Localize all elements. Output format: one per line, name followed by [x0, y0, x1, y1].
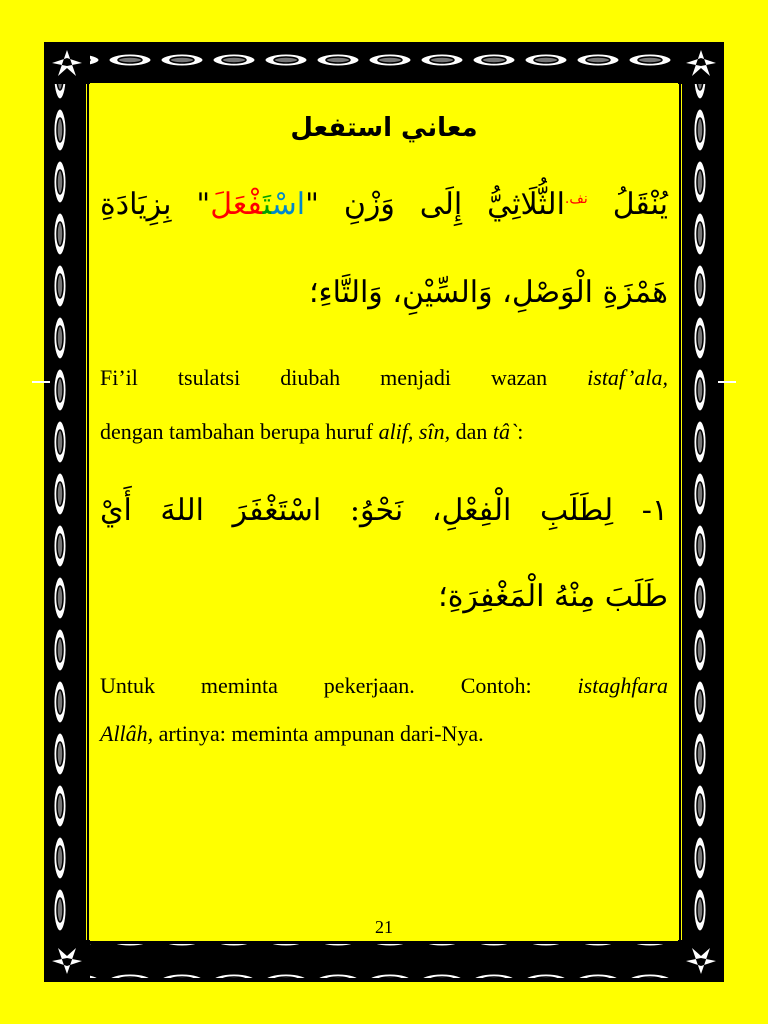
latin-intro-letters: alif, sîn,	[378, 419, 451, 444]
margin-tick-right	[718, 381, 736, 383]
wazan-part-fal: فْعَلَ	[210, 187, 263, 222]
latin-point-meaning: artinya: meminta ampunan dari-Nya.	[158, 721, 484, 746]
arabic-word-yunqalu: يُنْقَلُ	[612, 187, 668, 222]
latin-intro-line-2	[100, 419, 668, 445]
arabic-intro-end: " بِزِيَادَةِ	[100, 187, 211, 222]
arabic-point-1-line-2: طَلَبَ مِنْهُ الْمَغْفِرَةِ؛	[438, 579, 668, 614]
corner-ornament-top-right	[678, 42, 724, 84]
arabic-intro-line-2: هَمْزَةِ الْوَصْلِ، وَالسِّيْنِ، وَالتَّاءِ؛	[309, 275, 668, 310]
latin-point-1-line-2	[100, 721, 668, 747]
corner-ornament-top-left	[44, 42, 90, 84]
arabic-intro-mid: الثُّلَاثِيُّ إِلَى وَزْنِ "	[305, 187, 565, 222]
arabic-point-1-line-1: ١- لِطَلَبِ الْفِعْلِ، نَحْوُ: اسْتَغْفَرَ اللهَ أَيْ	[100, 493, 668, 528]
latin-intro-and: dan	[455, 419, 488, 444]
latin-point-example: istaghfara	[577, 673, 669, 698]
wazan-part-alif-sin: اسْ	[271, 187, 306, 222]
wazan-part-ta: تَ	[262, 187, 272, 222]
latin-intro-colon: :	[517, 419, 524, 444]
latin-point-1-line-1	[100, 673, 668, 699]
page-title: معاني استفعل	[290, 113, 478, 143]
latin-intro-text: Fi’il tsulatsi diubah menjadi wazan	[100, 365, 548, 390]
latin-intro-ta: tâ`	[492, 419, 518, 444]
page-number: 21	[375, 917, 393, 937]
latin-intro-text-2: dengan tambahan berupa huruf	[100, 419, 374, 444]
corner-ornament-bottom-left	[44, 940, 90, 982]
reference-mark: نف.	[564, 191, 588, 207]
latin-intro-line-1	[100, 365, 668, 391]
margin-tick-left	[32, 381, 50, 383]
page-content	[100, 95, 668, 955]
latin-intro-wazan: istaf’ala,	[587, 365, 668, 390]
latin-point-allah: Allâh,	[100, 721, 154, 746]
arabic-intro-line-1	[100, 187, 668, 222]
latin-point-text: Untuk meminta pekerjaan. Contoh:	[100, 673, 532, 698]
corner-ornament-bottom-right	[678, 940, 724, 982]
